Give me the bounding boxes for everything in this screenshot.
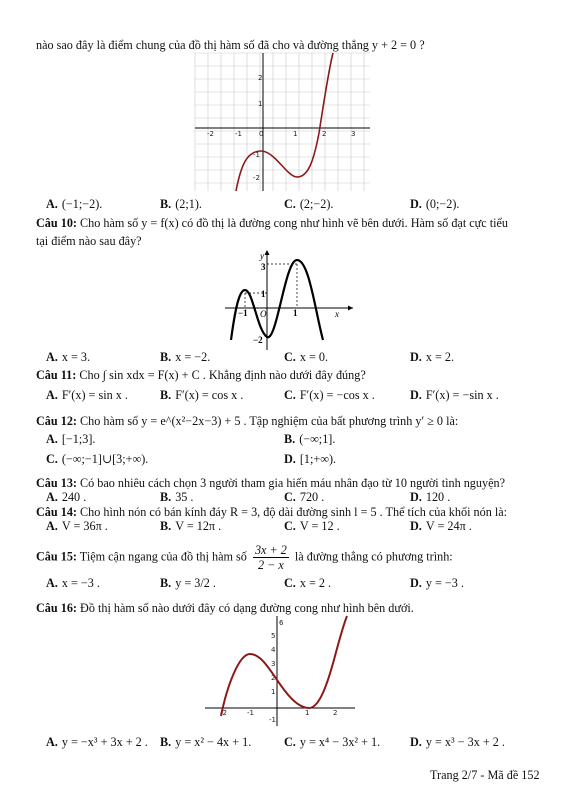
q10-curve: [231, 260, 323, 340]
q9-tick-y: -1: [253, 151, 260, 159]
option-label: A.: [46, 735, 58, 749]
q10-label-3: 3: [261, 262, 266, 272]
q16-option-c[interactable]: C. y = x⁴ − 3x² + 1.: [284, 735, 381, 749]
q10-option-a[interactable]: A. x = 3.: [46, 350, 91, 364]
q14-option-b[interactable]: B. V = 12π .: [160, 519, 222, 533]
q16-curve: [221, 616, 347, 716]
q12-option-b[interactable]: B. (−∞;1].: [284, 432, 336, 446]
option-label: A.: [46, 519, 58, 533]
option-label: C.: [284, 388, 296, 402]
q15-number: Câu 15:: [36, 549, 77, 564]
q13-stem: Câu 13: Có bao nhiêu cách chọn 3 người tham gia hiến máu nhân đạo từ 10 người tình nguyện?: [36, 476, 506, 490]
q9-tick-x: 1: [293, 130, 298, 138]
q14-stem: Câu 14: Cho hình nón có bán kính đáy R = 3, độ dài đường sinh l = 5 . Thể tích của khối nón là:: [36, 505, 508, 519]
q9-grid: [195, 53, 370, 191]
q14-option-c[interactable]: C. V = 12 .: [284, 519, 340, 533]
q11-option-b[interactable]: B. F′(x) = cos x .: [160, 388, 244, 402]
q11-option-d[interactable]: D. F′(x) = −sin x .: [410, 388, 499, 402]
q10-graph: [225, 250, 355, 350]
option-label: C.: [284, 350, 296, 364]
q15-fraction: $\frac{3x + 2}{2 - x}$: [254, 543, 287, 572]
q12-option-d[interactable]: D. [1;+∞).: [284, 452, 337, 466]
q10-label-m1: −1: [238, 308, 248, 318]
q10-stem-line1: Câu 10: Cho hàm số y = f(x) có đồ thị là đường cong như hình vẽ bên dưới. Hàm số đạt cực tiểu: [36, 216, 509, 230]
q13-option-b[interactable]: B. 35 .: [160, 490, 194, 504]
option-label: A.: [46, 197, 58, 211]
option-label: A.: [46, 576, 58, 590]
q14-number: Câu 14:: [36, 505, 77, 519]
q12-option-c[interactable]: C. (−∞;−1]∪[3;+∞).: [46, 452, 149, 466]
q15-option-d[interactable]: D. y = −3 .: [410, 576, 464, 590]
q16-tick-x: -2: [220, 709, 227, 717]
q9-option-a[interactable]: A. (−1;−2).: [46, 197, 103, 211]
q9-tick-x: -1: [235, 130, 242, 138]
option-label: B.: [160, 490, 172, 504]
option-label: C.: [284, 735, 296, 749]
q16-tick-x: 2: [333, 709, 338, 717]
q9-option-d[interactable]: D. (0;−2).: [410, 197, 460, 211]
option-label: D.: [410, 735, 422, 749]
q11-option-a[interactable]: A. F′(x) = sin x .: [46, 388, 128, 402]
q15-option-c[interactable]: C. x = 2 .: [284, 576, 332, 590]
q10-stem-line2: tại điểm nào sau đây?: [36, 234, 142, 248]
page-footer: Trang 2/7 - Mã đề 152: [430, 768, 540, 782]
option-label: A.: [46, 388, 58, 402]
q16-tick-y: 5: [271, 632, 276, 640]
q16-tick-y: 3: [271, 660, 276, 668]
q15-option-a[interactable]: A. x = −3 .: [46, 576, 100, 590]
option-label: B.: [160, 576, 172, 590]
q9-tick-x: 3: [351, 130, 356, 138]
q12-option-a[interactable]: A. [−1;3].: [46, 432, 96, 446]
option-label: D.: [410, 576, 422, 590]
q9-option-b[interactable]: B. (2;1).: [160, 197, 202, 211]
q13-option-d[interactable]: D. 120 .: [410, 490, 451, 504]
q15-option-b[interactable]: B. y = 3/2 .: [160, 576, 216, 590]
q16-tick-y: 2: [271, 674, 276, 682]
option-label: C.: [46, 452, 58, 466]
option-label: C.: [284, 576, 296, 590]
q10-label-origin: O: [260, 309, 267, 319]
q16-stem: Câu 16: Đồ thị hàm số nào dưới đây có dạng đường cong như hình bên dưới.: [36, 601, 414, 615]
q9-tick-y: 1: [258, 100, 263, 108]
option-label: D.: [410, 197, 422, 211]
q10-label-y: y: [260, 251, 264, 261]
option-label: D.: [284, 452, 296, 466]
q9-tick-x: -2: [207, 130, 214, 138]
q16-graph: [205, 616, 355, 726]
option-label: D.: [410, 388, 422, 402]
q11-stem: Câu 11: Cho ∫ sin xdx = F(x) + C . Khẳng định nào dưới đây đúng?: [36, 368, 366, 382]
q9-tick-y: 2: [258, 74, 263, 82]
q9-option-c[interactable]: C. (2;−2).: [284, 197, 334, 211]
q16-tick-y: 6: [279, 619, 284, 627]
q10-label-x1: 1: [293, 308, 298, 318]
option-label: B.: [284, 432, 296, 446]
q13-option-a[interactable]: A. 240 .: [46, 490, 87, 504]
q15-stem: Câu 15: Tiệm cận ngang của đồ thị hàm số $\frac{3x + 2}{2 - x}$ là đường thẳng có phương trình:: [36, 543, 453, 572]
q12-number: Câu 12:: [36, 414, 77, 428]
q16-option-a[interactable]: A. y = −x³ + 3x + 2 .: [46, 735, 148, 749]
q9-tick-x: 2: [322, 130, 327, 138]
q9-tick-x: 0: [259, 130, 264, 138]
option-label: D.: [410, 490, 422, 504]
q11-number: Câu 11:: [36, 368, 77, 382]
q10-option-d[interactable]: D. x = 2.: [410, 350, 455, 364]
option-label: D.: [410, 350, 422, 364]
q14-option-d[interactable]: D. V = 24π .: [410, 519, 472, 533]
q10-option-c[interactable]: C. x = 0.: [284, 350, 329, 364]
option-label: A.: [46, 490, 58, 504]
q14-option-a[interactable]: A. V = 36π .: [46, 519, 108, 533]
q16-option-b[interactable]: B. y = x² − 4x + 1.: [160, 735, 252, 749]
option-label: C.: [284, 519, 296, 533]
option-label: B.: [160, 519, 172, 533]
option-label: B.: [160, 350, 172, 364]
q9-tick-y: -2: [253, 174, 260, 182]
option-label: C.: [284, 490, 296, 504]
q12-stem: Câu 12: Cho hàm số y = e^(x²−2x−3) + 5 . Tập nghiệm của bất phương trình y′ ≥ 0 là:: [36, 414, 459, 428]
q16-tick-y: 4: [271, 646, 276, 654]
q9-stem: nào sao đây là điểm chung của đồ thị hàm số đã cho và đường thẳng y + 2 = 0 ?: [36, 38, 425, 52]
option-label: B.: [160, 388, 172, 402]
q9-curve: [236, 53, 333, 191]
q10-option-b[interactable]: B. x = −2.: [160, 350, 211, 364]
q16-tick-x: 1: [305, 709, 310, 717]
q16-tick-x: -1: [247, 709, 254, 717]
q10-label-1: 1: [261, 289, 266, 299]
q16-number: Câu 16:: [36, 601, 77, 615]
option-label: A.: [46, 350, 58, 364]
q10-label-m2: −2: [253, 335, 263, 345]
option-label: C.: [284, 197, 296, 211]
q13-number: Câu 13:: [36, 476, 77, 490]
q10-label-x: x: [335, 309, 339, 319]
q9-graph: [195, 53, 370, 191]
q16-option-d[interactable]: D. y = x³ − 3x + 2 .: [410, 735, 505, 749]
q11-option-c[interactable]: C. F′(x) = −cos x .: [284, 388, 375, 402]
q10-number: Câu 10:: [36, 216, 77, 230]
q16-tick-y: 1: [271, 688, 276, 696]
option-label: B.: [160, 197, 172, 211]
q13-option-c[interactable]: C. 720 .: [284, 490, 325, 504]
option-label: B.: [160, 735, 172, 749]
option-label: D.: [410, 519, 422, 533]
option-label: A.: [46, 432, 58, 446]
q16-tick-y: -1: [269, 716, 276, 724]
